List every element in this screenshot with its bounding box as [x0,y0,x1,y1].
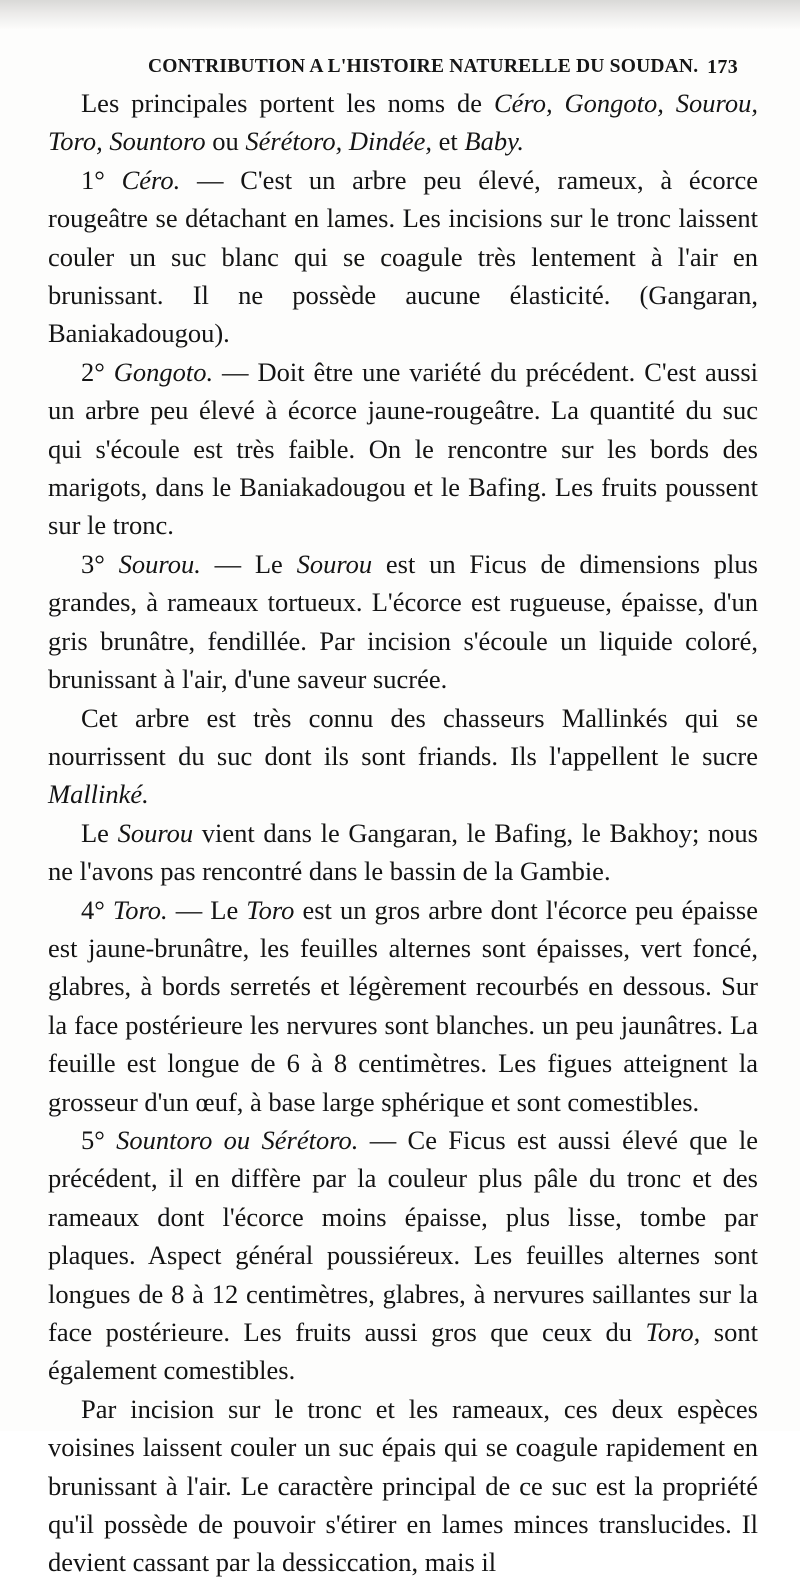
text-run: sont également comestibles. [48,1317,758,1386]
text-run: Par incision sur le tronc et les rameaux, ces deux espèces voisines laissent couler un suc épais qui se coagule rapidement en brunissant à l'air. Le caractère principal de ce suc est la propriété qu'il possède de pouvoir s'étirer en lames minces translucides. Il devient cassant par la dessiccation, mais il [48,1393,758,1578]
text-run: — Doit être une variété du précédent. C'est aussi un arbre peu élevé à écorce jaune-rougeâtre. La quantité du suc qui s'écoule est très faible. On le rencontre sur les bords des marigots, dans le Baniakadougou et le Bafing. Les fruits poussent sur le tronc. [48,356,758,541]
paragraph [48,1390,758,1582]
italic-text: Céro. [121,164,181,195]
text-run: est un Ficus de dimensions plus grandes, à rameaux tortueux. L'écorce est rugueuse, épaisse, d'un gris brunâtre, fendillée. Par incision s'écoule un liquide coloré, brunissant à l'air, d'une saveur sucrée. [48,548,758,695]
scan-edge-shadow [0,0,800,30]
text-run: Cet arbre est très connu des chasseurs Mallinkés qui se nourrissent du suc dont ils sont friands. Ils l'appellent le sucre [48,702,758,771]
page-number: 173 [707,56,738,78]
page-header [0,56,800,86]
text-run: 5° [81,1124,117,1155]
text-run: 1° [81,164,122,195]
italic-text: Céro, Gongoto, Sourou, Toro, Sountoro [48,88,758,157]
text-run: et [432,126,465,157]
text-run: est un gros arbre dont l'écorce peu épaisse est jaune-brunâtre, les feuilles alternes sont épaisses, vert foncé, glabres, à bords serretés et légèrement recourbés en dessous. Sur la face postérieure les nervures sont blanches. un peu jaunâtres. La feuille est longue de 6 à 8 centimètres. Les figues atteignent la grosseur d'un œuf, à base large sphérique et sont comestibles. [48,894,758,1117]
text-run: 4° [81,894,113,925]
italic-text: Sourou [296,548,373,579]
paragraph [48,84,758,161]
italic-text: Toro. [112,894,168,925]
text-run: — C'est un arbre peu élevé, rameux, à écorce rougeâtre se détachant en lames. Les incisions sur le tronc laissent couler un suc blanc qui se coagule très lentement à l'air en brunissant. Il ne possède aucune élasticité. (Gangaran, Baniakadougou). [48,164,758,349]
paragraph [48,814,758,891]
italic-text: Baby. [464,126,525,157]
italic-text: Gongoto. [113,356,214,387]
body-text [48,84,758,1582]
paragraph [48,891,758,1121]
italic-text: Sourou [117,817,194,848]
text-run: — Le [200,548,297,579]
italic-text: Sourou. [118,548,201,579]
text-run: Les principales portent les noms de [81,88,494,118]
text-run: vient dans le Gangaran, le Bafing, le Bakhoy; nous ne l'avons pas rencontré dans le bassin de la Gambie. [48,817,758,887]
text-run: Le [81,817,118,848]
paragraph [48,699,758,814]
italic-text: Sountoro ou Sérétoro. [116,1124,359,1155]
text-run: 2° [81,356,114,387]
paragraph [48,545,758,699]
text-run: ou [205,126,246,157]
paragraph [48,353,758,545]
italic-text: Toro [246,894,295,925]
text-run: — Le [167,894,247,925]
text-run: 3° [81,548,119,579]
italic-text: Mallinké. [48,779,149,810]
paragraph [48,161,758,353]
text-run: — Ce Ficus est aussi élevé que le précédent, il en diffère par la couleur plus pâle du tronc et des rameaux dont l'écorce moins épaisse, plus lisse, tombe par plaques. Aspect général poussiéreux. Les feuilles alternes sont longues de 8 à 12 centimètres, glabres, à nervures saillantes sur la face postérieure. Les fruits aussi gros que ceux du [48,1124,758,1347]
italic-text: Sérétoro, Dindée, [245,126,433,157]
running-title: CONTRIBUTION A L'HISTOIRE NATURELLE DU SOUDAN. [148,56,699,77]
italic-text: Toro, [645,1317,701,1347]
paragraph [48,1121,758,1390]
